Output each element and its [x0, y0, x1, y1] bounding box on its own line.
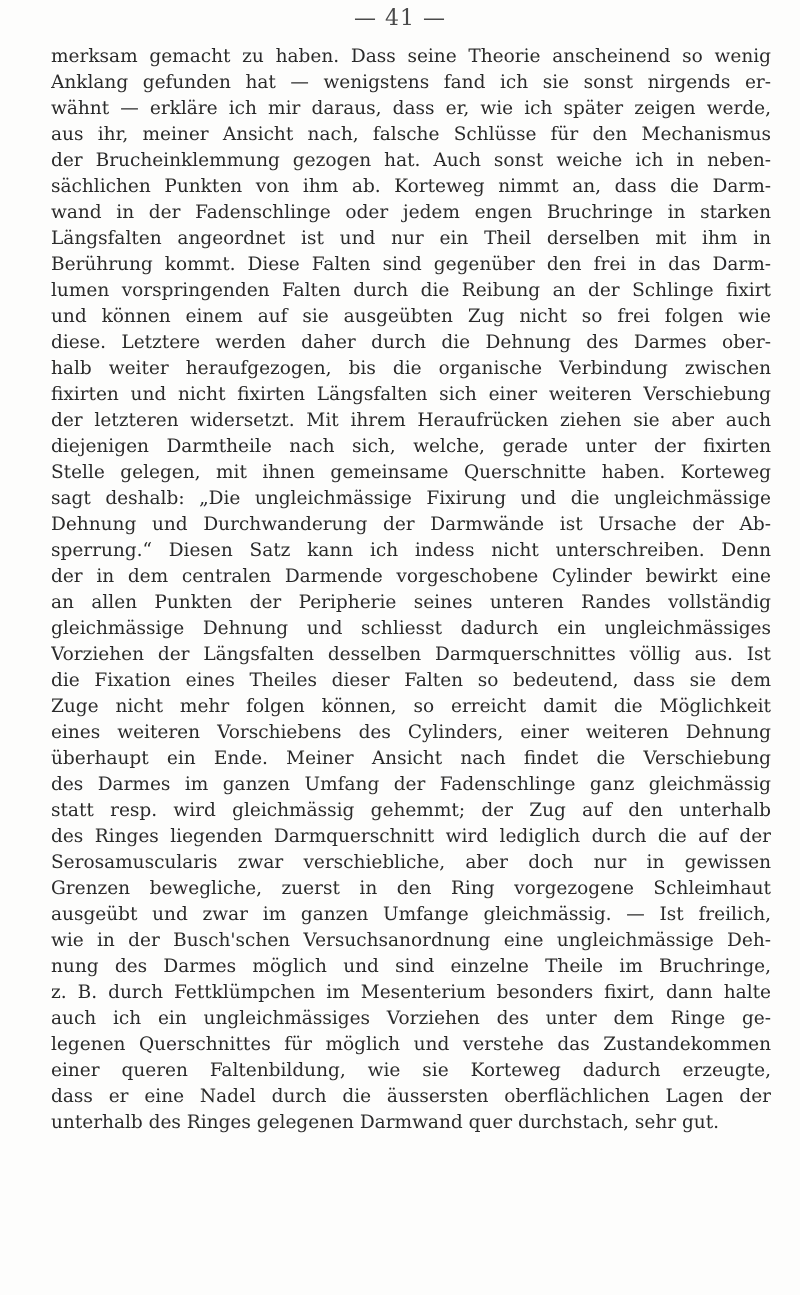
text-line: Berührung kommt. Diese Falten sind gegenüber den frei in das Darm- [51, 254, 771, 275]
text-line: merksam gemacht zu haben. Dass seine Theorie anscheinend so wenig [51, 46, 771, 67]
text-line: einer queren Faltenbildung, wie sie Korteweg dadurch erzeugte, [51, 1060, 771, 1081]
text-line: unterhalb des Ringes gelegenen Darmwand quer durchstach, sehr gut. [51, 1112, 720, 1133]
text-line: auch ich ein ungleichmässiges Vorziehen des unter dem Ringe ge- [51, 1008, 771, 1029]
text-line: der letzteren widersetzt. Mit ihrem Heraufrücken ziehen sie aber auch [51, 410, 771, 431]
text-line: Stelle gelegen, mit ihnen gemeinsame Querschnitte haben. Korteweg [51, 462, 771, 483]
text-line: fixirten und nicht fixirten Längsfalten sich einer weiteren Verschiebung [51, 384, 771, 405]
text-line: Grenzen bewegliche, zuerst in den Ring vorgezogene Schleimhaut [51, 878, 771, 899]
text-line: wand in der Fadenschlinge oder jedem engen Bruchringe in starken [51, 202, 771, 223]
text-line: und können einem auf sie ausgeübten Zug nicht so frei folgen wie [51, 306, 771, 327]
text-line: Dehnung und Durchwanderung der Darmwände ist Ursache der Ab- [51, 514, 771, 535]
text-line: Längsfalten angeordnet ist und nur ein Theil derselben mit ihm in [51, 228, 771, 249]
text-line: wähnt — erkläre ich mir daraus, dass er, wie ich später zeigen werde, [51, 98, 771, 119]
text-line: statt resp. wird gleichmässig gehemmt; der Zug auf den unterhalb [51, 800, 771, 821]
text-line: z. B. durch Fettklümpchen im Mesenterium besonders fixirt, dann halte [51, 982, 771, 1003]
text-line: Vorziehen der Längsfalten desselben Darmquerschnittes völlig aus. Ist [51, 644, 771, 665]
text-line: diejenigen Darmtheile nach sich, welche, gerade unter der fixirten [51, 436, 771, 457]
text-line: aus ihr, meiner Ansicht nach, falsche Schlüsse für den Mechanismus [51, 124, 771, 145]
text-line: legenen Querschnittes für möglich und verstehe das Zustandekommen [51, 1034, 771, 1055]
text-line: diese. Letztere werden daher durch die Dehnung des Darmes ober- [51, 332, 771, 353]
text-line: nung des Darmes möglich und sind einzelne Theile im Bruchringe, [51, 956, 771, 977]
text-line: sächlichen Punkten von ihm ab. Korteweg nimmt an, dass die Darm- [51, 176, 771, 197]
text-line: des Ringes liegenden Darmquerschnitt wird lediglich durch die auf der [51, 826, 771, 847]
text-line: der in dem centralen Darmende vorgeschobene Cylinder bewirkt eine [51, 566, 771, 587]
text-line: eines weiteren Vorschiebens des Cylinders, einer weiteren Dehnung [51, 722, 771, 743]
text-line: sperrung.“ Diesen Satz kann ich indess nicht unterschreiben. Denn [51, 540, 771, 561]
text-line: der Brucheinklemmung gezogen hat. Auch sonst weiche ich in neben- [51, 150, 771, 171]
text-line: gleichmässige Dehnung und schliesst dadurch ein ungleichmässiges [51, 618, 771, 639]
text-line: des Darmes im ganzen Umfang der Fadenschlinge ganz gleichmässig [51, 774, 771, 795]
text-line: sagt deshalb: „Die ungleichmässige Fixirung und die ungleichmässige [51, 488, 771, 509]
text-line: Zuge nicht mehr folgen können, so erreicht damit die Möglichkeit [51, 696, 771, 717]
text-line: Serosamuscularis zwar verschiebliche, aber doch nur in gewissen [51, 852, 771, 873]
text-line: wie in der Busch'schen Versuchsanordnung eine ungleichmässige Deh- [51, 930, 771, 951]
text-line: überhaupt ein Ende. Meiner Ansicht nach findet die Verschiebung [51, 748, 771, 769]
body-text [51, 44, 771, 1136]
text-line: die Fixation eines Theiles dieser Falten so bedeutend, dass sie dem [51, 670, 771, 691]
text-line: ausgeübt und zwar im ganzen Umfange gleichmässig. — Ist freilich, [51, 904, 771, 925]
page-number: — 41 — [354, 6, 446, 31]
text-line: Anklang gefunden hat — wenigstens fand ich sie sonst nirgends er- [51, 72, 771, 93]
text-line: halb weiter heraufgezogen, bis die organische Verbindung zwischen [51, 358, 771, 379]
text-line: dass er eine Nadel durch die äussersten oberflächlichen Lagen der [51, 1086, 771, 1107]
text-line: lumen vorspringenden Falten durch die Reibung an der Schlinge fixirt [51, 280, 771, 301]
text-line: an allen Punkten der Peripherie seines unteren Randes vollständig [51, 592, 771, 613]
